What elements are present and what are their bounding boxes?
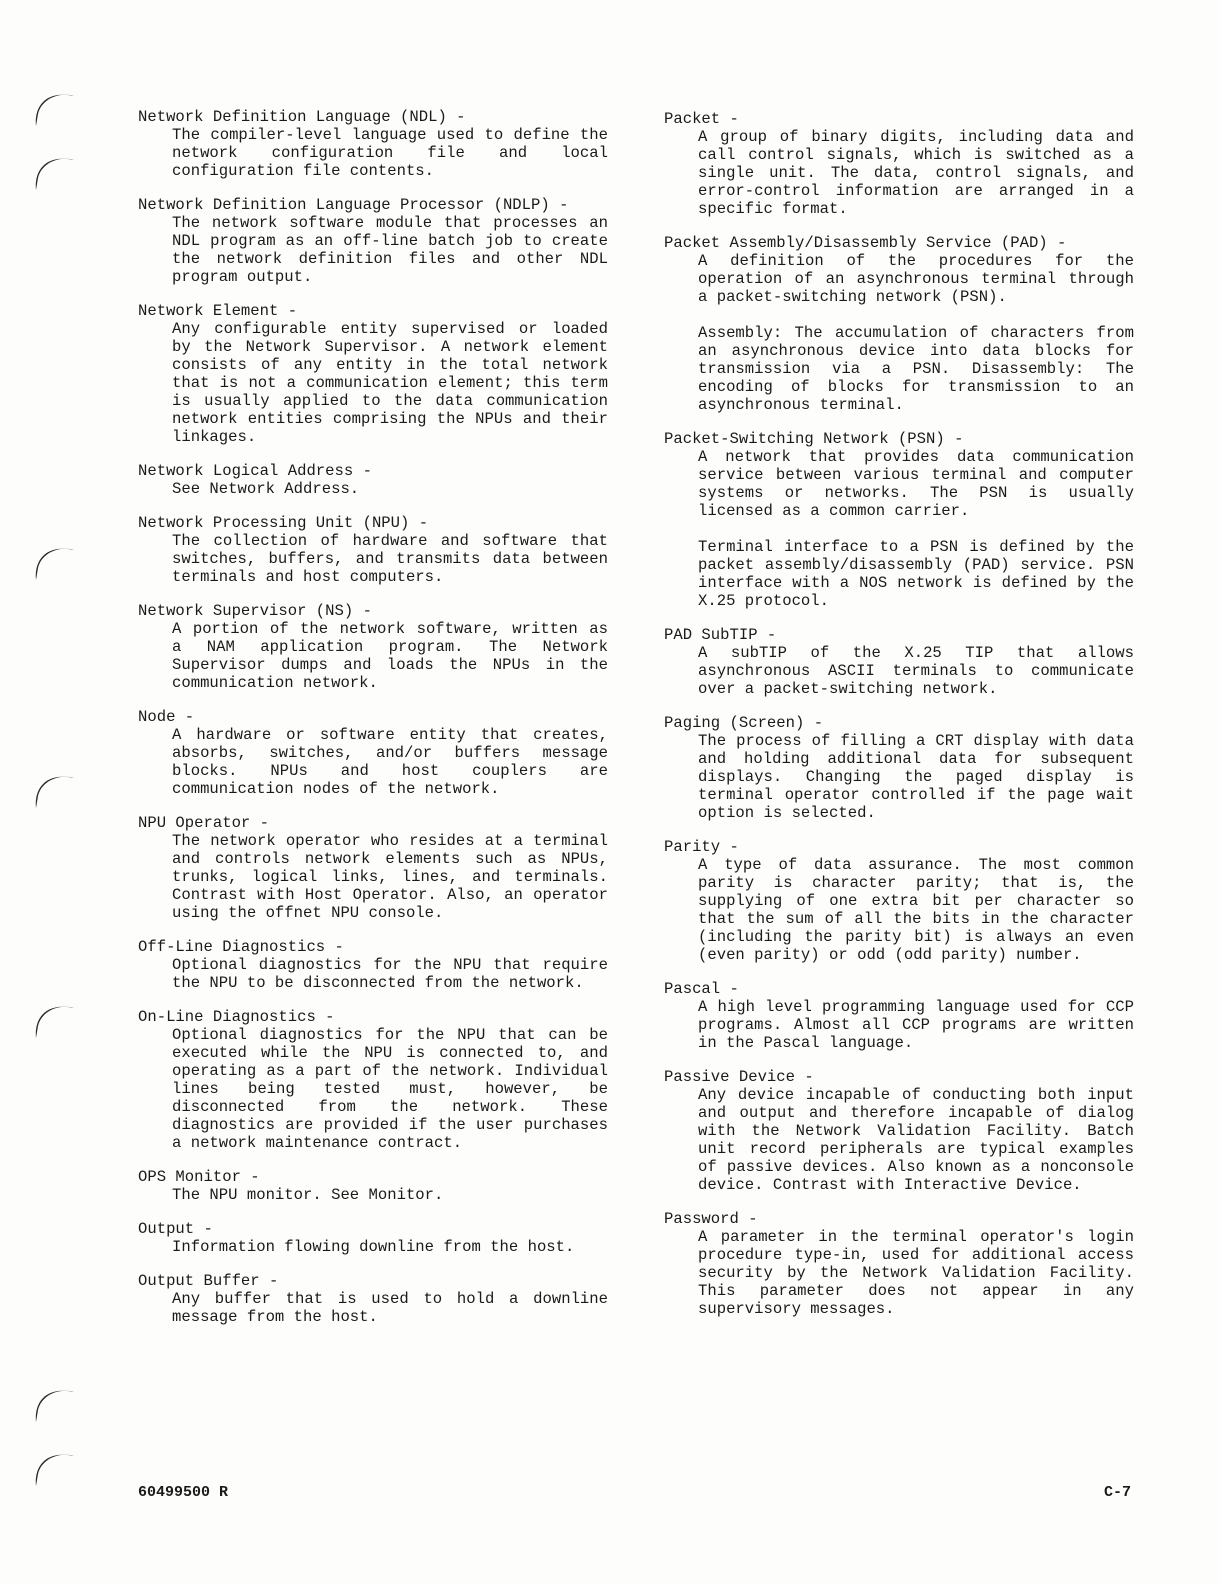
definition-paragraph: A parameter in the terminal operator's login procedure type-in, used for additional access security by the Network Validation Facility. This parameter does not appear in any supervisory messages. xyxy=(698,1228,1134,1318)
glossary-entry xyxy=(664,234,1134,414)
glossary-entry xyxy=(138,108,608,180)
glossary-term: Node - xyxy=(138,708,195,726)
glossary-term: Network Definition Language (NDL) - xyxy=(138,108,466,126)
glossary-definition xyxy=(138,1026,608,1152)
glossary-entry xyxy=(138,302,608,446)
glossary-definition xyxy=(138,532,608,586)
glossary-entry xyxy=(664,626,1134,698)
glossary-term: Network Element - xyxy=(138,302,298,320)
binder-hole-icon xyxy=(30,148,78,196)
binder-hole-icon xyxy=(30,538,78,586)
glossary-definition xyxy=(138,1290,608,1326)
glossary-entry xyxy=(138,938,608,992)
glossary-entry xyxy=(664,1210,1134,1318)
glossary-definition xyxy=(138,620,608,692)
definition-paragraph: A subTIP of the X.25 TIP that allows asynchronous ASCII terminals to communicate over a packet-switching network. xyxy=(698,644,1134,698)
definition-paragraph: Information flowing downline from the host. xyxy=(172,1238,575,1256)
glossary-definition xyxy=(664,1086,1134,1194)
glossary-entry xyxy=(664,430,1134,610)
glossary-term: On-Line Diagnostics - xyxy=(138,1008,335,1026)
document-number: 60499500 R xyxy=(138,1484,229,1501)
glossary-definition xyxy=(138,726,608,798)
definition-paragraph: The compiler-level language used to define the network configuration file and local configuration file contents. xyxy=(172,126,608,180)
glossary-term: Packet Assembly/Disassembly Service (PAD) - xyxy=(664,234,1067,252)
glossary-term: Passive Device - xyxy=(664,1068,814,1086)
definition-paragraph: Assembly: The accumulation of characters from an asynchronous device into data blocks for transmission via a PSN. Disassembly: The encoding of blocks for transmission to an asynchronous terminal. xyxy=(698,324,1134,414)
glossary-term: Network Definition Language Processor (NDLP) - xyxy=(138,196,569,214)
glossary-term: Network Processing Unit (NPU) - xyxy=(138,514,429,532)
glossary-entry xyxy=(138,1008,608,1152)
definition-paragraph: The network operator who resides at a terminal and controls network elements such as NPUs, trunks, logical links, lines, and terminals. Contrast with Host Operator. Also, an operator using the offnet NPU console. xyxy=(172,832,608,922)
glossary-definition xyxy=(664,998,1134,1052)
glossary-entry xyxy=(664,1068,1134,1194)
definition-paragraph: A network that provides data communication service between various terminal and computer systems or networks. The PSN is usually licensed as a common carrier. xyxy=(698,448,1134,520)
glossary-entry xyxy=(138,1168,608,1204)
definition-paragraph: A portion of the network software, written as a NAM application program. The Network Supervisor dumps and loads the NPUs in the communication network. xyxy=(172,620,608,692)
definition-paragraph: A hardware or software entity that creates, absorbs, switches, and/or buffers message blocks. NPUs and host couplers are communication nodes of the network. xyxy=(172,726,608,798)
definition-paragraph: Terminal interface to a PSN is defined by the packet assembly/disassembly (PAD) service. PSN interface with a NOS network is defined by the X.25 protocol. xyxy=(698,538,1134,610)
glossary-term: Network Logical Address - xyxy=(138,462,372,480)
glossary-entry xyxy=(664,714,1134,822)
binder-hole-icon xyxy=(30,996,78,1044)
definition-paragraph: The NPU monitor. See Monitor. xyxy=(172,1186,444,1204)
glossary-entry xyxy=(138,462,608,498)
glossary-term: Output Buffer - xyxy=(138,1272,279,1290)
glossary-left-column xyxy=(138,108,608,1342)
definition-paragraph: Optional diagnostics for the NPU that can be executed while the NPU is connected to, and operating as a part of the network. Individual lines being tested must, however, be disconnected from the network. These diagnostics are provided if the user purchases a network maintenance contract. xyxy=(172,1026,608,1152)
glossary-entry xyxy=(138,708,608,798)
glossary-definition xyxy=(138,214,608,286)
binder-hole-icon xyxy=(30,84,78,132)
glossary-entry xyxy=(138,814,608,922)
glossary-entry xyxy=(664,980,1134,1052)
glossary-definition xyxy=(138,126,608,180)
definition-paragraph: Any buffer that is used to hold a downline message from the host. xyxy=(172,1290,608,1326)
definition-paragraph: See Network Address. xyxy=(172,480,360,498)
glossary-entry xyxy=(138,196,608,286)
glossary-term: Output - xyxy=(138,1220,213,1238)
glossary-definition xyxy=(664,732,1134,822)
glossary-entry xyxy=(664,110,1134,218)
glossary-term: Parity - xyxy=(664,838,739,856)
definition-paragraph: The network software module that processes an NDL program as an off-line batch job to create the network definition files and other NDL program output. xyxy=(172,214,608,286)
definition-paragraph: The process of filling a CRT display with data and holding additional data for subsequent displays. Changing the paged display is terminal operator controlled if the page wait option is selected. xyxy=(698,732,1134,822)
glossary-entry xyxy=(138,1220,608,1256)
definition-paragraph: Any device incapable of conducting both input and output and therefore incapable of dialog with the Network Validation Facility. Batch unit record peripherals are typical examples of passive devices. Also known as a nonconsole device. Contrast with Interactive Device. xyxy=(698,1086,1134,1194)
definition-paragraph: A group of binary digits, including data and call control signals, which is switched as a single unit. The data, control signals, and error-control information are arranged in a specific format. xyxy=(698,128,1134,218)
glossary-definition xyxy=(138,832,608,922)
binder-hole-icon xyxy=(30,1380,78,1428)
glossary-term: Off-Line Diagnostics - xyxy=(138,938,344,956)
glossary-definition xyxy=(664,252,1134,414)
glossary-definition xyxy=(664,128,1134,218)
glossary-term: Password - xyxy=(664,1210,758,1228)
definition-paragraph: The collection of hardware and software that switches, buffers, and transmits data between terminals and host computers. xyxy=(172,532,608,586)
glossary-definition xyxy=(138,1186,608,1204)
glossary-entry xyxy=(664,838,1134,964)
glossary-entry xyxy=(138,1272,608,1326)
definition-paragraph: Any configurable entity supervised or loaded by the Network Supervisor. A network element consists of any entity in the total network that is not a communication element; this term is usually applied to the data communication network entities comprising the NPUs and their linkages. xyxy=(172,320,608,446)
glossary-term: NPU Operator - xyxy=(138,814,270,832)
definition-paragraph: A definition of the procedures for the operation of an asynchronous terminal through a packet-switching network (PSN). xyxy=(698,252,1134,306)
page-number: C-7 xyxy=(1104,1484,1132,1501)
glossary-definition xyxy=(664,856,1134,964)
glossary-term: Packet-Switching Network (PSN) - xyxy=(664,430,964,448)
glossary-definition xyxy=(664,1228,1134,1318)
glossary-definition xyxy=(664,644,1134,698)
glossary-term: Packet - xyxy=(664,110,739,128)
glossary-term: Paging (Screen) - xyxy=(664,714,824,732)
binder-hole-icon xyxy=(30,1444,78,1492)
glossary-right-column xyxy=(664,110,1134,1334)
definition-paragraph: A high level programming language used for CCP programs. Almost all CCP programs are written in the Pascal language. xyxy=(698,998,1134,1052)
binder-hole-icon xyxy=(30,766,78,814)
glossary-term: Pascal - xyxy=(664,980,739,998)
glossary-definition xyxy=(138,320,608,446)
glossary-term: Network Supervisor (NS) - xyxy=(138,602,372,620)
glossary-term: PAD SubTIP - xyxy=(664,626,777,644)
glossary-definition xyxy=(138,1238,608,1256)
glossary-entry xyxy=(138,514,608,586)
glossary-definition xyxy=(664,448,1134,610)
glossary-term: OPS Monitor - xyxy=(138,1168,260,1186)
glossary-definition xyxy=(138,480,608,498)
glossary-definition xyxy=(138,956,608,992)
definition-paragraph: A type of data assurance. The most common parity is character parity; that is, the supplying of one extra bit per character so that the sum of all the bits in the character (including the parity bit) is always an even (even parity) or odd (odd parity) number. xyxy=(698,856,1134,964)
definition-paragraph: Optional diagnostics for the NPU that require the NPU to be disconnected from the network. xyxy=(172,956,608,992)
glossary-entry xyxy=(138,602,608,692)
